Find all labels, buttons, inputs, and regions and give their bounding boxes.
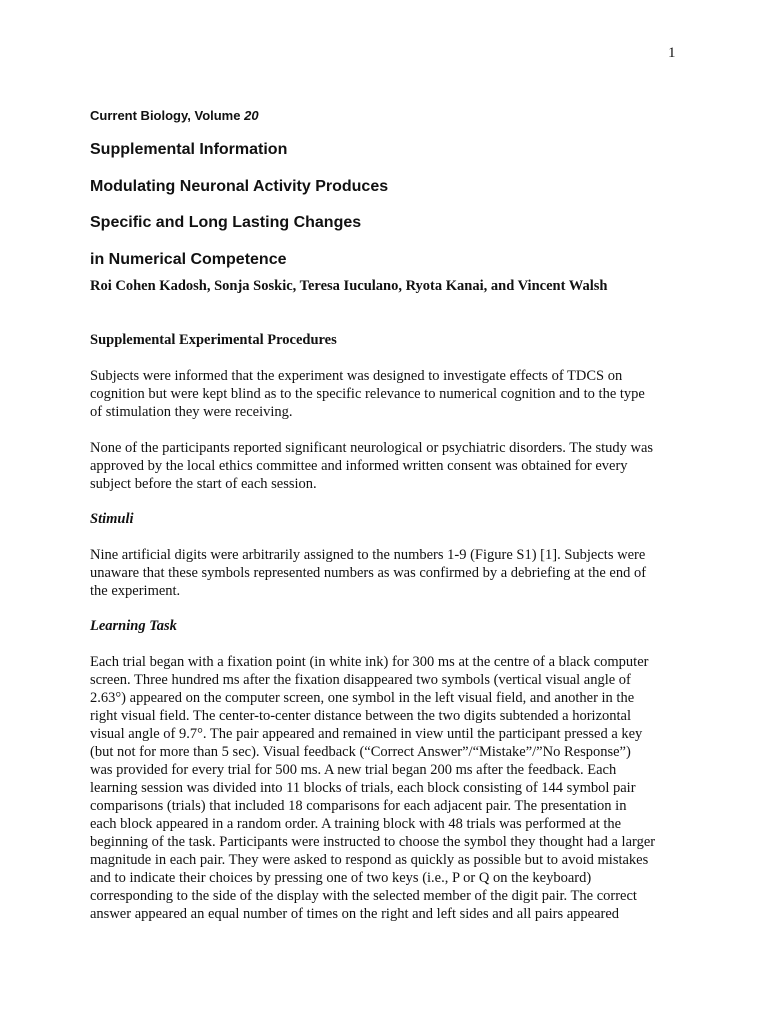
paragraph-line: subject before the start of each session. <box>90 476 317 492</box>
journal-volume: 20 <box>244 108 259 123</box>
section-heading: Supplemental Experimental Procedures <box>90 332 337 348</box>
paragraph-line: magnitude in each pair. They were asked to respond as quickly as possible but to avoid mistakes <box>90 852 649 868</box>
paragraph-line: answer appeared an equal number of times on the right and left sides and all pairs appeared <box>90 906 620 922</box>
supplemental-title: Supplemental Information <box>90 141 288 158</box>
paragraph-line: right visual field. The center-to-center distance between the two digits subtended a horizontal <box>90 708 631 724</box>
paragraph-line: (but not for more than 5 sec). Visual feedback (“Correct Answer”/“Mistake”/”No Response”) <box>90 744 631 760</box>
paragraph-line: Nine artificial digits were arbitrarily assigned to the numbers 1-9 (Figure S1) [1]. Subjects were <box>90 547 646 563</box>
journal-citation <box>90 107 259 125</box>
paragraph-line: Subjects were informed that the experiment was designed to investigate effects of TDCS on <box>90 368 623 384</box>
paragraph-line: each block appeared in a random order. A training block with 48 trials was performed at the <box>90 816 622 832</box>
paragraph-line: unaware that these symbols represented numbers as was confirmed by a debriefing at the end of <box>90 565 647 581</box>
paragraph-line: cognition but were kept blind as to the specific relevance to numerical cognition and to the type <box>90 386 645 402</box>
paragraph-line: the experiment. <box>90 583 181 599</box>
author-list: Roi Cohen Kadosh, Sonja Soskic, Teresa Iuculano, Ryota Kanai, and Vincent Walsh <box>90 278 608 294</box>
paragraph-line: and to indicate their choices by pressing one of two keys (i.e., P or Q on the keyboard) <box>90 870 592 886</box>
journal-name: Current Biology, Volume <box>90 108 245 123</box>
stimuli-heading: Stimuli <box>90 511 134 527</box>
paragraph-line: visual angle of 9.7°. The pair appeared and remained in view until the participant pressed a key <box>90 726 643 742</box>
paragraph-line: screen. Three hundred ms after the fixation disappeared two symbols (vertical visual angle of <box>90 672 631 688</box>
paragraph-line: comparisons (trials) that included 18 comparisons for each adjacent pair. The presentation in <box>90 798 627 814</box>
paragraph-line: approved by the local ethics committee and informed written consent was obtained for every <box>90 458 628 474</box>
title-line: Specific and Long Lasting Changes <box>90 214 362 231</box>
paragraph-learning-task <box>90 653 680 923</box>
paragraph-line: of stimulation they were receiving. <box>90 404 293 420</box>
title-line: in Numerical Competence <box>90 251 287 268</box>
learning-task-heading: Learning Task <box>90 618 177 634</box>
title-line: Modulating Neuronal Activity Produces <box>90 178 389 195</box>
paragraph-line: Each trial began with a fixation point (in white ink) for 300 ms at the centre of a black computer <box>90 654 649 670</box>
paragraph-stimuli <box>90 546 680 600</box>
paragraph-line: was provided for every trial for 500 ms. A new trial began 200 ms after the feedback. Each <box>90 762 617 778</box>
paragraph-line: corresponding to the side of the display with the selected member of the digit pair. The correct <box>90 888 637 904</box>
paragraph-line: beginning of the task. Participants were instructed to choose the symbol they thought had a larger <box>90 834 656 850</box>
page-number: 1 <box>668 45 676 61</box>
paragraph-intro <box>90 367 680 421</box>
paragraph-line: None of the participants reported significant neurological or psychiatric disorders. The study was <box>90 440 654 456</box>
paragraph-ethics <box>90 439 680 493</box>
paragraph-line: 2.63°) appeared on the computer screen, one symbol in the left visual field, and another in the <box>90 690 635 706</box>
paragraph-line: learning session was divided into 11 blocks of trials, each block consisting of 144 symbol pair <box>90 780 636 796</box>
